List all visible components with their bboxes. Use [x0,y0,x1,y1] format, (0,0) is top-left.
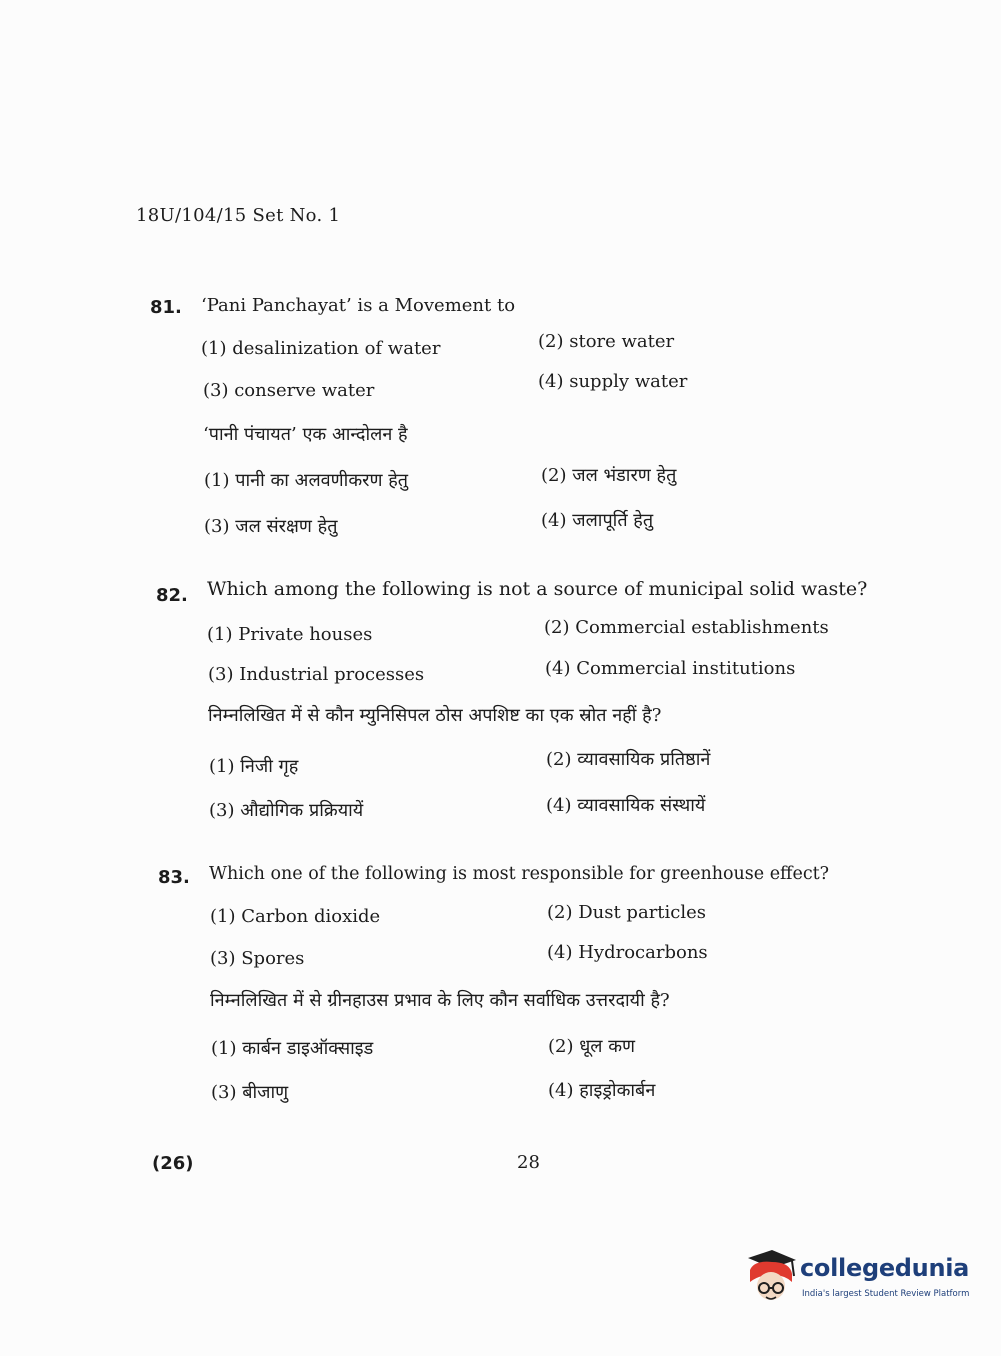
option-hi-4: (4) व्यावसायिक संस्थायें [546,795,706,816]
option-hi-1: (1) कार्बन डाइऑक्साइड [211,1038,374,1059]
option-en-4: (4) supply water [538,371,688,392]
footer-code: (26) [152,1153,194,1174]
option-en-1: (1) Private houses [207,624,373,645]
option-hi-2: (2) व्यावसायिक प्रतिष्ठानें [546,749,711,770]
exam-header: 18U/104/15 Set No. 1 [136,205,341,226]
option-en-2: (2) store water [538,331,675,352]
option-hi-2: (2) धूल कण [548,1036,636,1057]
question-text-en: Which among the following is not a source of municipal solid waste? [207,578,868,600]
mascot-icon [742,1248,800,1310]
option-en-1: (1) Carbon dioxide [210,906,381,927]
option-hi-3: (3) बीजाणु [211,1082,289,1103]
option-en-1: (1) desalinization of water [201,338,441,359]
question-text-hi: निम्नलिखित में से कौन म्युनिसिपल ठोस अपशिष्ट का एक स्रोत नहीं है? [208,705,662,726]
option-hi-3: (3) औद्योगिक प्रक्रियायें [209,800,364,821]
option-en-4: (4) Hydrocarbons [547,942,708,963]
option-en-2: (2) Commercial establishments [544,617,829,638]
logo-name: collegedunia [800,1254,970,1282]
question-number: 81. [150,297,182,318]
collegedunia-logo [742,1248,972,1310]
question-text-hi: ‘पानी पंचायत’ एक आन्दोलन है [203,424,408,445]
option-en-3: (3) Spores [210,948,305,969]
option-hi-3: (3) जल संरक्षण हेतु [204,516,338,537]
option-hi-1: (1) पानी का अलवणीकरण हेतु [204,470,409,491]
question-text-en: ‘Pani Panchayat’ is a Movement to [201,295,516,316]
question-text-hi: निम्नलिखित में से ग्रीनहाउस प्रभाव के लिए कौन सर्वाधिक उत्तरदायी है? [210,990,670,1011]
option-en-3: (3) Industrial processes [208,664,425,685]
page-number: 28 [517,1152,540,1173]
option-en-4: (4) Commercial institutions [545,658,796,679]
option-en-3: (3) conserve water [203,380,375,401]
logo-tagline: India's largest Student Review Platform [802,1289,970,1299]
option-hi-4: (4) जलापूर्ति हेतु [541,510,654,531]
option-hi-4: (4) हाइड्रोकार्बन [548,1080,656,1101]
option-hi-2: (2) जल भंडारण हेतु [541,465,677,486]
option-hi-1: (1) निजी गृह [209,756,299,777]
option-en-2: (2) Dust particles [547,902,707,923]
question-number: 82. [156,585,188,606]
question-text-en: Which one of the following is most responsible for greenhouse effect? [209,864,830,884]
question-number: 83. [158,867,190,888]
